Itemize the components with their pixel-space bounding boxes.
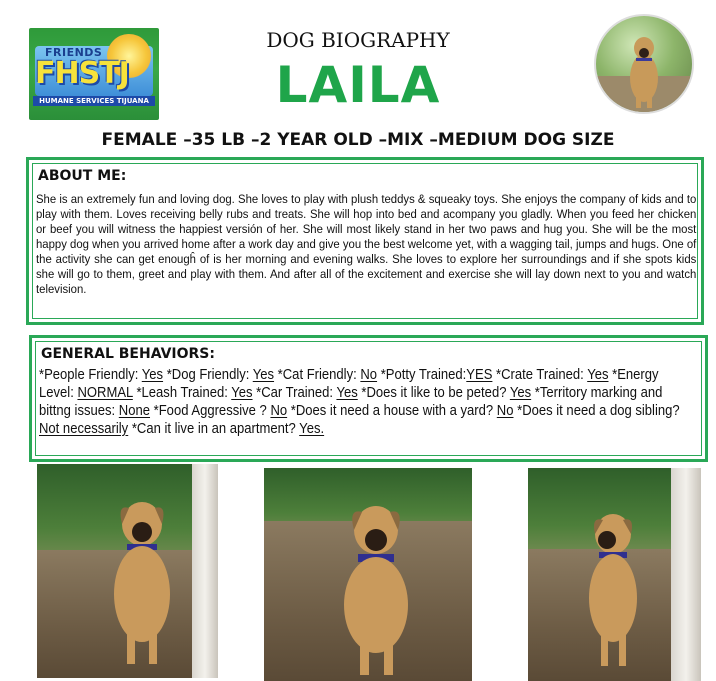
behavior-item: *Cat Friendly: No [277,367,378,383]
general-behaviors-heading: GENERAL BEHAVIORS: [41,346,215,362]
behavior-item: *Food Aggressive ? No [153,403,288,419]
behavior-item: *People Friendly: Yes [39,367,164,383]
dog-illustration [573,498,653,678]
logo-mark-text: FHSTJ [35,56,129,91]
about-me-text: She is an extremely fun and loving dog. She loves to play with plush teddys & squeaky toys. She enjoys the company of kids and to play with them. Loves receiving belly rubs and treats. She will hop into bed and acompany you gladly. When you feed her chicken or beef you will witness the happiest versión of her. She will most likely stand in her two paws and hug you. She will be the most happy dog when you arrived home after a work day and give you the best welcome yet, with a wagging tail, jumps and hugs. One of the activity she can get enougĥ of is her morning and evening walks. She loves to explore her surroundings and if she spots kids she will go to them, greet and play with them. And after all of the excitement and exercise she will lay down next to you and watch television. [36,192,697,296]
logo-subtitle: HUMANE SERVICES TIJUANA [33,96,155,106]
about-me-heading: ABOUT ME: [38,168,127,184]
dog-avatar-illustration [596,16,692,112]
dog-avatar-photo [594,14,694,114]
dog-illustration [324,490,424,680]
behavior-item: *Energy Level: NORMAL [39,367,659,401]
dog-name: LAILA [275,56,441,114]
behavior-item: *Does it need a dog sibling? Not necessarily [39,403,680,437]
dog-photo-1 [37,464,218,678]
behavior-item: *Leash Trained: Yes [136,385,253,401]
dog-summary: FEMALE –35 LB –2 YEAR OLD –MIX –MEDIUM DOG SIZE [101,130,615,150]
about-me-section [26,157,704,325]
document-title: DOG BIOGRAPHY [266,28,450,52]
behavior-item: *Potty Trained:YES [380,367,493,383]
dog-photo-3 [528,468,701,681]
behavior-item: *Territory marking and bittng issues: None [39,385,663,419]
behavior-item: *Car Trained: Yes [256,385,358,401]
dog-photo-2 [264,468,472,681]
behavior-item: *Dog Friendly: Yes [166,367,275,383]
general-behaviors-section [29,335,708,462]
behavior-item: *Can it live in an apartment? Yes. [131,421,325,437]
behavior-item: *Crate Trained: Yes [496,367,609,383]
behaviors-list [39,366,696,438]
behavior-item: *Does it need a house with a yard? No [290,403,514,419]
behavior-item: *Does it like to be peted? Yes [361,385,532,401]
logo-top-text: FRIENDS [45,46,103,59]
dog-illustration [97,484,187,674]
